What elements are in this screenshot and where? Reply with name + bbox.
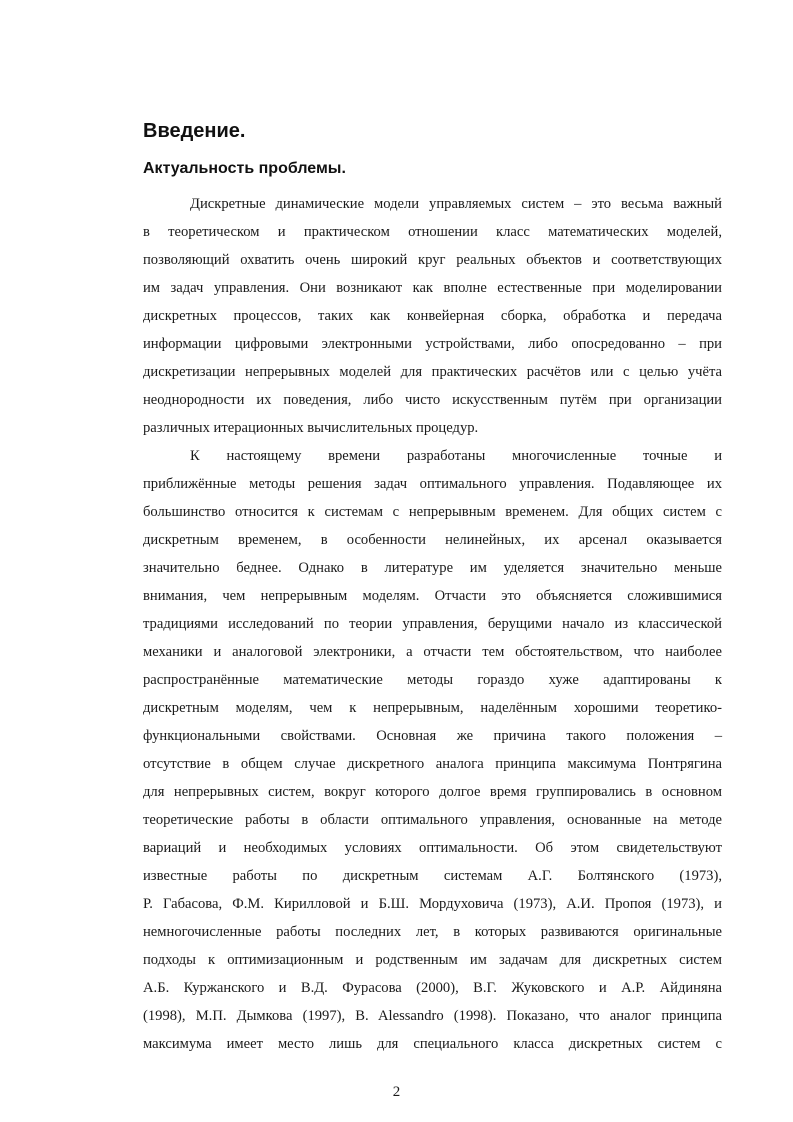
text-line: позволяющий охватить очень широкий круг реальных объектов и соответствующих xyxy=(143,252,722,268)
text-line: для непрерывных систем, вокруг которого долгое время группировались в основном xyxy=(143,784,722,800)
text-line: информации цифровыми электронными устройствами, либо опосредованно – при xyxy=(143,336,722,352)
text-line: (1998), М.П. Дымкова (1997), B. Alessandro (1998). Показано, что аналог принципа xyxy=(143,1008,722,1024)
text-line: теоретические работы в области оптимального управления, основанные на методе xyxy=(143,812,722,828)
paragraph xyxy=(143,190,722,442)
text-line: известные работы по дискретным системам А.Г. Болтянского (1973), xyxy=(143,868,722,884)
text-line: приближённые методы решения задач оптимального управления. Подавляющее их xyxy=(143,476,722,492)
text-line: дискретным временем, в особенности нелинейных, их арсенал оказывается xyxy=(143,532,722,548)
text-line: механики и аналоговой электроники, а отчасти тем обстоятельством, что наиболее xyxy=(143,644,722,660)
text-line: большинство относится к системам с непрерывным временем. Для общих систем с xyxy=(143,504,722,520)
text-line: отсутствие в общем случае дискретного аналога принципа максимума Понтрягина xyxy=(143,756,722,772)
text-line: распространённые математические методы гораздо хуже адаптированы к xyxy=(143,672,722,688)
text-line: вариаций и необходимых условиях оптимальности. Об этом свидетельствуют xyxy=(143,840,722,856)
text-line: А.Б. Куржанского и В.Д. Фурасова (2000), В.Г. Жуковского и А.Р. Айдиняна xyxy=(143,980,722,996)
text-line: Р. Габасова, Ф.М. Кирилловой и Б.Ш. Мордуховича (1973), А.И. Пропоя (1973), и xyxy=(143,896,722,912)
text-line: неоднородности их поведения, либо чисто искусственным путём при организации xyxy=(143,392,722,408)
text-line: внимания, чем непрерывным моделям. Отчасти это объясняется сложившимися xyxy=(143,588,722,604)
text-line: функциональными свойствами. Основная же причина такого положения – xyxy=(143,728,722,744)
text-line: подходы к оптимизационным и родственным им задачам для дискретных систем xyxy=(143,952,722,968)
text-line: им задач управления. Они возникают как вполне естественные при моделировании xyxy=(143,280,722,296)
text-line: К настоящему времени разработаны многочисленные точные и xyxy=(190,448,722,464)
text-line: традициями исследований по теории управления, берущими начало из классической xyxy=(143,616,722,632)
text-line: дискретным моделям, чем к непрерывным, наделённым хорошими теоретико- xyxy=(143,700,722,716)
text-line: в теоретическом и практическом отношении класс математических моделей, xyxy=(143,224,722,240)
text-line: дискретных процессов, таких как конвейерная сборка, обработка и передача xyxy=(143,308,722,324)
section-subtitle: Актуальность проблемы. xyxy=(143,160,346,177)
text-line: немногочисленные работы последних лет, в которых развиваются оригинальные xyxy=(143,924,722,940)
text-line: Дискретные динамические модели управляемых систем – это весьма важный xyxy=(190,196,722,212)
text-line: различных итерационных вычислительных процедур. xyxy=(143,420,479,436)
section-title: Введение. xyxy=(143,120,246,142)
text-line: значительно беднее. Однако в литературе им уделяется значительно меньше xyxy=(143,560,722,576)
page-number: 2 xyxy=(392,1084,401,1100)
paragraph xyxy=(143,442,722,1058)
text-line: максимума имеет место лишь для специального класса дискретных систем с xyxy=(143,1036,722,1052)
body-text xyxy=(143,190,722,1058)
text-line: дискретизации непрерывных моделей для практических расчётов или с целью учёта xyxy=(143,364,722,380)
